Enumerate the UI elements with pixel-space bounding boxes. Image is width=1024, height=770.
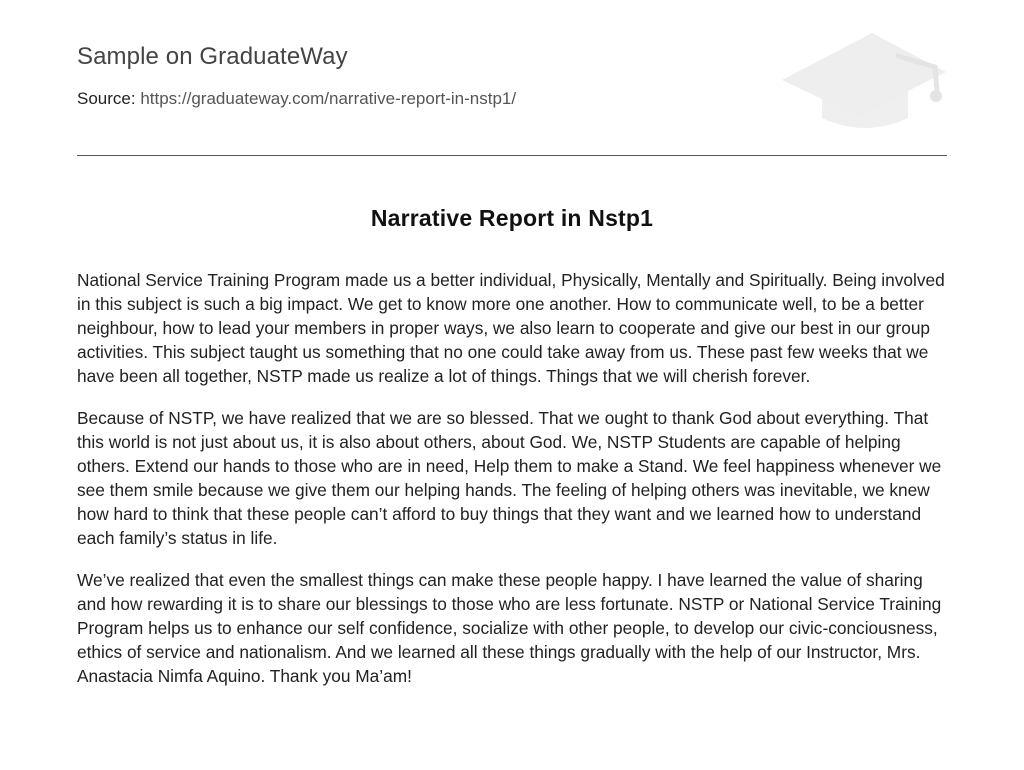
- page-header: [77, 0, 947, 156]
- source-line: [77, 89, 516, 109]
- site-title: Sample on GraduateWay: [77, 43, 348, 70]
- source-label: Source:: [77, 89, 136, 108]
- document-body: [77, 268, 949, 706]
- graduation-cap-icon: [780, 30, 950, 135]
- header-divider: [77, 155, 947, 156]
- paragraph: National Service Training Program made us a better individual, Physically, Mentally and Spiritually. Being involved in this subject is such a big impact. We get to know more one another. How to communicate well, to be a better neighbour, how to lead your members in proper ways, we also learn to cooperate and give our best in our group activities. This subject taught us something that no one could take away from us. These past few weeks that we have been all together, NSTP made us realize a lot of things. Things that we will cherish forever.: [77, 270, 945, 386]
- source-link[interactable]: https://graduateway.com/narrative-report-in-nstp1/: [140, 89, 517, 108]
- document-title: Narrative Report in Nstp1: [370, 205, 654, 231]
- paragraph: We’ve realized that even the smallest things can make these people happy. I have learned the value of sharing and how rewarding it is to share our blessings to those who are less fortunate. NSTP or National Service Training Program helps us to enhance our self confidence, socialize with other people, to develop our civic-conciousness, ethics of service and nationalism. And we learned all these things gradually with the help of our Instructor, Mrs. Anastacia Nimfa Aquino. Thank you Ma’am!: [77, 570, 942, 686]
- paragraph: Because of NSTP, we have realized that we are so blessed. That we ought to thank God about everything. That this world is not just about us, it is also about others, about God. We, NSTP Students are capable of helping others. Extend our hands to those who are in need, Help them to make a Stand. We feel happiness whenever we see them smile because we give them our helping hands. The feeling of helping others was inevitable, we knew how hard to think that these people can’t afford to buy things that they want and we learned how to understand each family’s status in life.: [77, 408, 942, 548]
